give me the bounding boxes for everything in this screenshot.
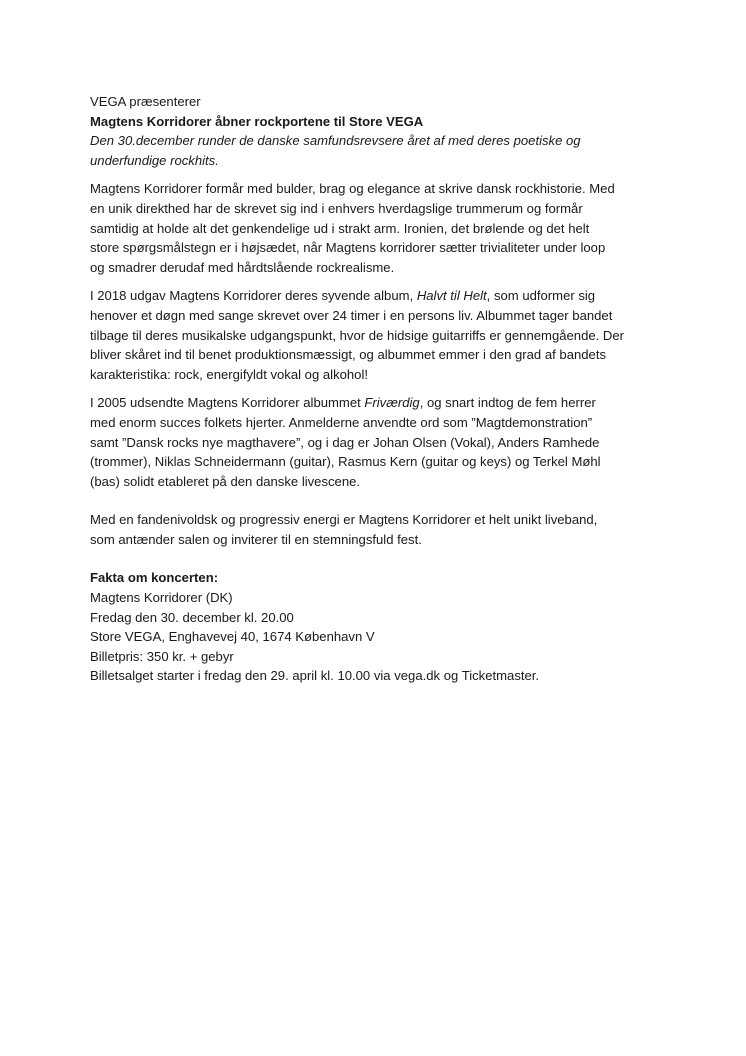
headline: Magtens Korridorer åbner rockportene til Store VEGA bbox=[90, 113, 424, 129]
paragraph-line: en unik direkthed har de skrevet sig ind i enhvers hverdagslige trummerum og formår bbox=[90, 200, 583, 216]
facts-item-price: Billetpris: 350 kr. + gebyr bbox=[90, 648, 234, 664]
paragraph-line: Magtens Korridorer formår med bulder, brag og elegance at skrive dansk rockhistorie. Med bbox=[90, 181, 615, 197]
paragraph-line: og smadrer derudaf med hårdtslående rockrealisme. bbox=[90, 259, 395, 275]
paragraph-live-band bbox=[90, 510, 662, 549]
paragraph-2005-album bbox=[90, 393, 662, 491]
text-segment: , og snart indtog de fem herrer bbox=[419, 395, 596, 411]
facts-heading: Fakta om koncerten: bbox=[90, 570, 219, 586]
paragraph-line: med enorm succes folkets hjerter. Anmelderne anvendte ord som ”Magtdemonstration” bbox=[90, 414, 593, 430]
album-title: Halvt til Helt bbox=[416, 288, 487, 304]
subheadline-line-1: Den 30.december runder de danske samfundsrevsere året af med deres poetiske og bbox=[90, 133, 581, 149]
text-segment: , som udformer sig bbox=[486, 288, 596, 304]
facts-item-band: Magtens Korridorer (DK) bbox=[90, 590, 233, 606]
paragraph-line: samt ”Dansk rocks nye magthavere”, og i dag er Johan Olsen (Vokal), Anders Ramhede bbox=[90, 434, 600, 450]
paragraph-line: (bas) solidt etableret på den danske livescene. bbox=[90, 473, 361, 489]
facts-item-date: Fredag den 30. december kl. 20.00 bbox=[90, 609, 294, 625]
paragraph-line: store spørgsmålstegn er i højsædet, når Magtens korridorer sætter trivialiteter under loop bbox=[90, 240, 606, 256]
concert-facts bbox=[90, 568, 662, 686]
text-segment: I 2005 udsendte Magtens Korridorer albummet bbox=[90, 395, 365, 411]
presenter-line: VEGA præsenterer bbox=[90, 94, 201, 109]
facts-item-venue: Store VEGA, Enghavevej 40, 1674 København V bbox=[90, 629, 375, 645]
album-title: Friværdig bbox=[364, 395, 420, 411]
header-block bbox=[90, 92, 662, 170]
paragraph-line: henover et døgn med sange skrevet over 24 timer i en persons liv. Albummet tager bandet bbox=[90, 307, 613, 323]
facts-item-ticket-sale: Billetsalget starter i fredag den 29. april kl. 10.00 via vega.dk og Ticketmaster. bbox=[90, 668, 540, 684]
subheadline-line-2: underfundige rockhits. bbox=[90, 152, 219, 168]
paragraph-2018-album bbox=[90, 286, 662, 384]
paragraph-line: tilbage til deres musikalske udgangspunkt, hvor de hidsige guitarriffs er gennemgående. Der bbox=[90, 327, 625, 343]
paragraph-line: som antænder salen og inviterer til en stemningsfuld fest. bbox=[90, 531, 422, 547]
text-segment: I 2018 udgav Magtens Korridorer deres syvende album, bbox=[90, 288, 417, 304]
paragraph-line: Med en fandenivoldsk og progressiv energi er Magtens Korridorer et helt unikt liveband, bbox=[90, 512, 598, 528]
paragraph-line: samtidig at holde alt det genkendelige ud i strakt arm. Ironien, det brølende og det helt bbox=[90, 220, 590, 236]
paragraph-line: bliver skåret ind til benet produktionsmæssigt, og albummet emmer i den grad af bandets bbox=[90, 347, 607, 363]
paragraph-line bbox=[90, 393, 662, 413]
paragraph-line: karakteristika: rock, energifyldt vokal og alkohol! bbox=[90, 366, 369, 382]
press-release-page bbox=[90, 92, 662, 686]
paragraph-line bbox=[90, 286, 662, 306]
paragraph-intro bbox=[90, 179, 662, 277]
paragraph-line: (trommer), Niklas Schneidermann (guitar), Rasmus Kern (guitar og keys) og Terkel Møhl bbox=[90, 454, 601, 470]
